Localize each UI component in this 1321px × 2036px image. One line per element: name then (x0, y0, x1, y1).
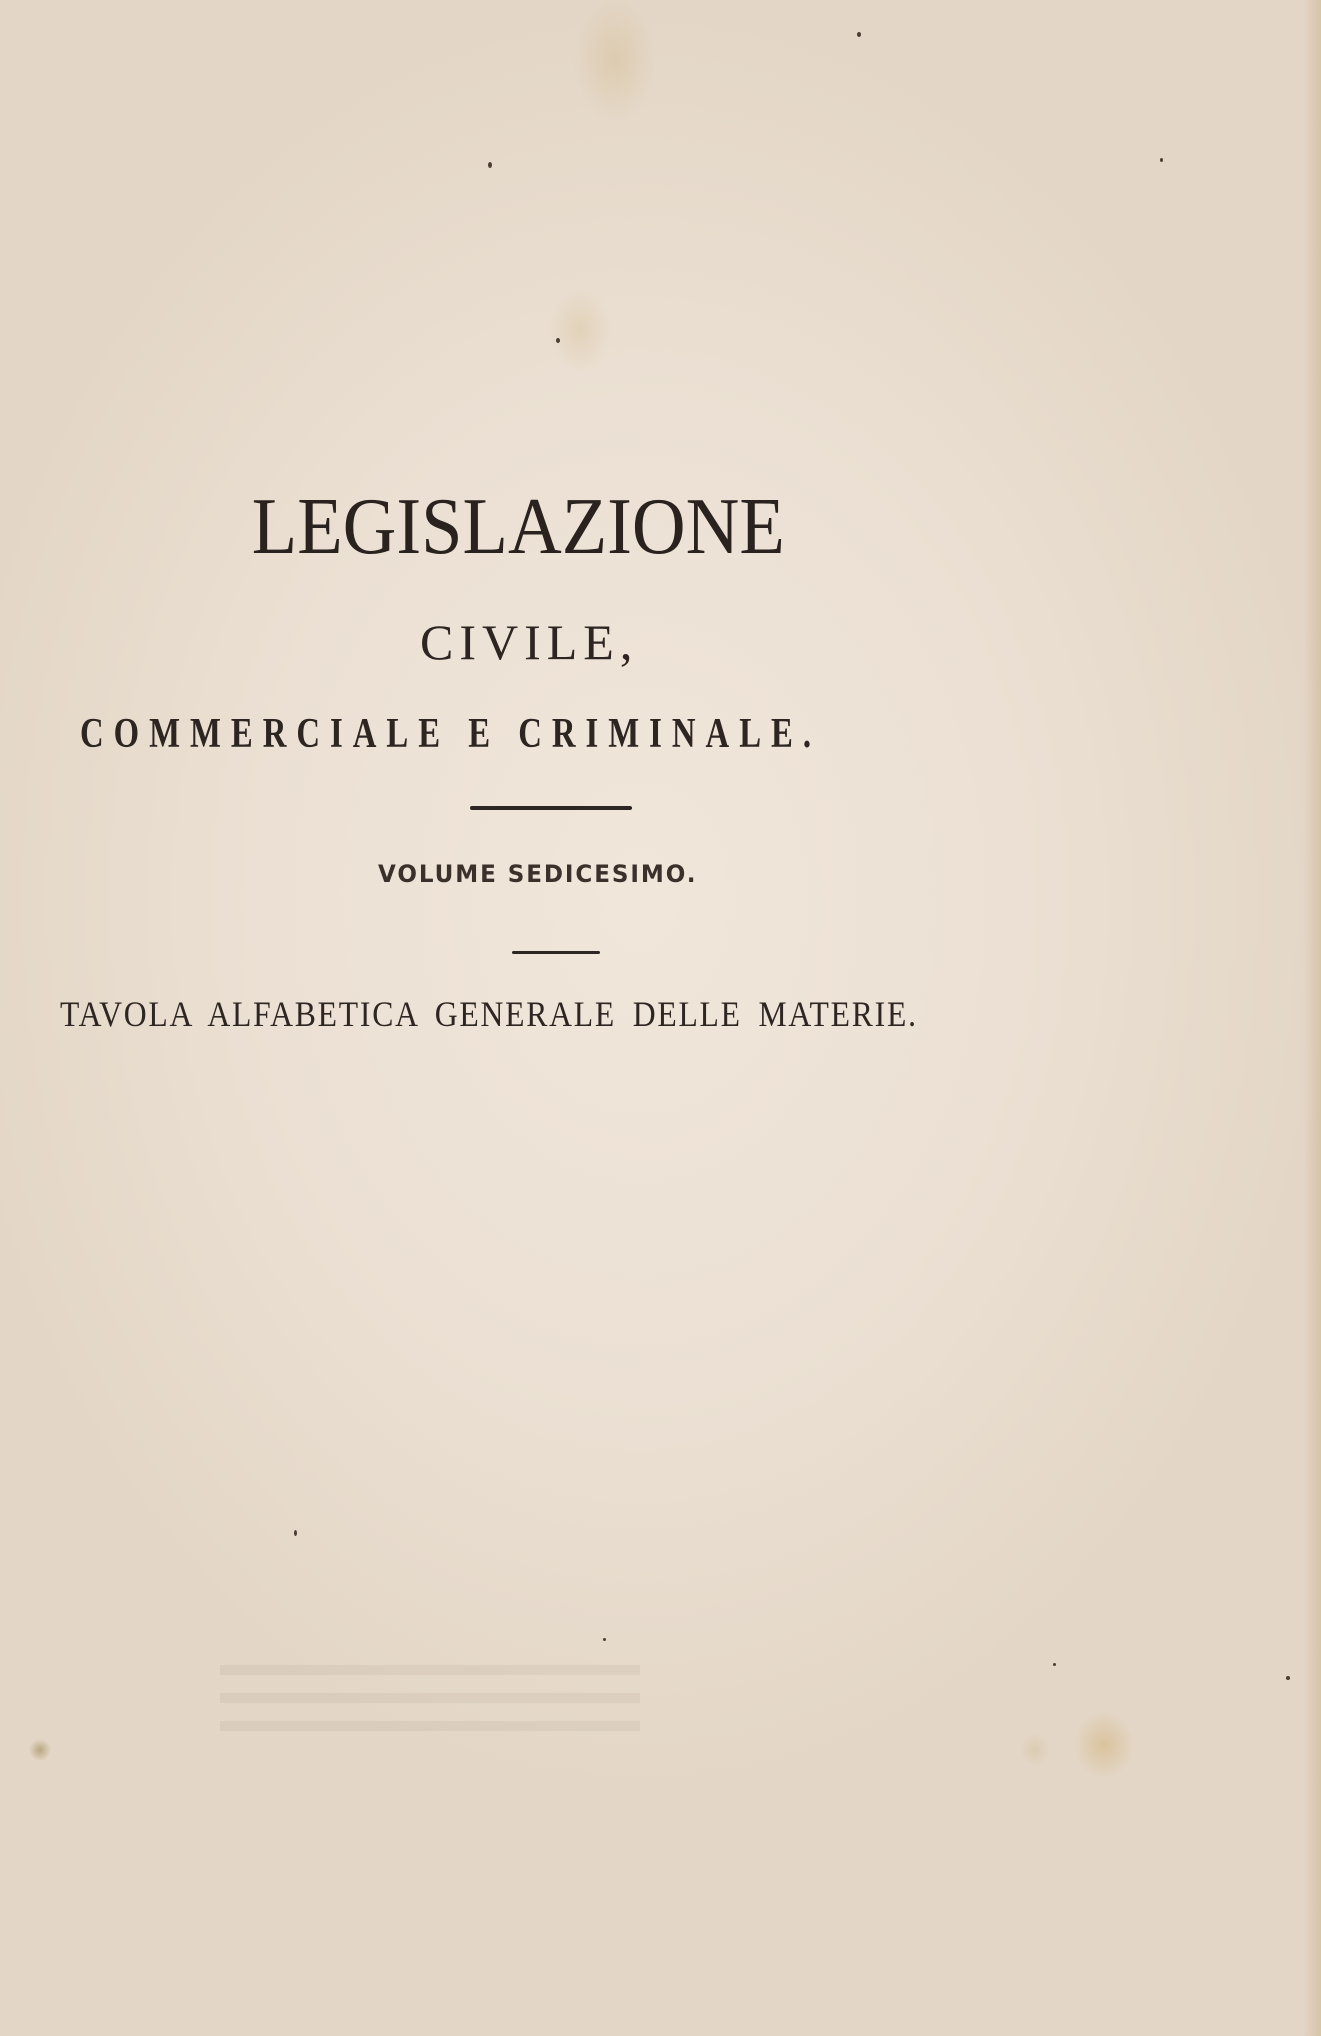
divider-rule-short (512, 951, 600, 954)
title-main: LEGISLAZIONE (251, 483, 785, 571)
paper-speck (1286, 1676, 1290, 1680)
volume-label: VOLUME SEDICESIMO. (378, 860, 698, 888)
title-civile: CIVILE, (420, 614, 639, 670)
paper-speck (603, 1638, 606, 1641)
paper-speck (556, 338, 560, 343)
page-edge-shadow (1303, 0, 1321, 2036)
paper-speck (294, 1530, 297, 1536)
divider-rule (470, 806, 632, 810)
paper-speck (1160, 158, 1163, 162)
paper-speck (1053, 1663, 1056, 1666)
title-commerciale-criminale: COMMERCIALE E CRIMINALE. (80, 711, 822, 757)
subtitle-tavola: TAVOLA ALFABETICA GENERALE DELLE MATERIE. (60, 994, 918, 1034)
paper-speck (857, 32, 861, 37)
bleed-through-text (220, 1665, 640, 1735)
paper-speck (488, 162, 492, 168)
